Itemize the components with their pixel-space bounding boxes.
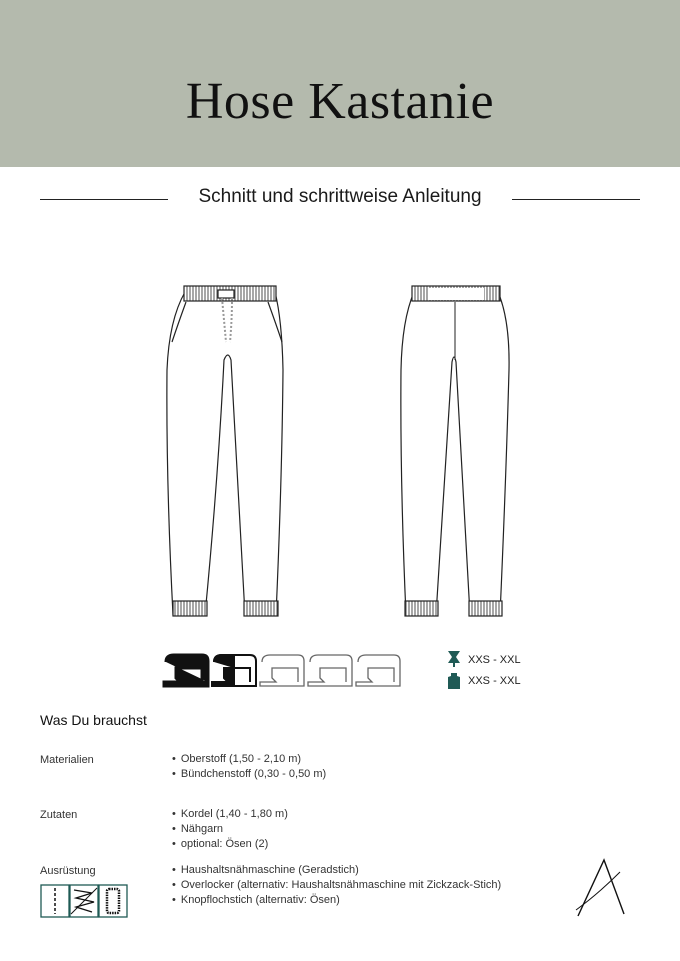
sewing-machine-icon — [164, 655, 208, 686]
page-title: Hose Kastanie — [185, 73, 495, 130]
category-label-equipment: Ausrüstung — [40, 865, 96, 877]
equipment-list — [172, 863, 501, 908]
list-item: • Haushaltsnähmaschine (Geradstich) — [172, 863, 501, 878]
dress-form-icon — [446, 650, 462, 668]
pants-front-icon — [167, 286, 283, 616]
list-item: • Bündchenstoff (0,30 - 0,50 m) — [172, 767, 326, 782]
sewing-machine-icon — [212, 655, 256, 686]
sewing-machine-icon — [308, 655, 352, 686]
straight-stitch-icon — [41, 885, 69, 917]
zigzag-stitch-icon — [70, 885, 98, 917]
needs-heading: Was Du brauchst — [40, 712, 147, 728]
difficulty-rating — [162, 652, 402, 690]
pants-illustrations — [0, 280, 680, 630]
list-item: • Oberstoff (1,50 - 2,10 m) — [172, 752, 326, 767]
list-item: • Overlocker (alternativ: Haushaltsnähmaschine mit Zickzack-Stich) — [172, 878, 501, 893]
page-subtitle: Schnitt und schrittweise Anleitung — [198, 186, 482, 207]
list-item: • Kordel (1,40 - 1,80 m) — [172, 807, 288, 822]
brand-logo — [574, 858, 630, 918]
size-range-label: XXS - XXL — [468, 654, 521, 666]
sewing-machine-icon — [260, 655, 304, 686]
category-label-notions: Zutaten — [40, 809, 78, 821]
torso-form-icon — [446, 672, 462, 690]
sewing-machine-icon — [356, 655, 400, 686]
stitch-icons — [40, 884, 130, 918]
subtitle-row — [40, 186, 640, 214]
notions-list — [172, 807, 288, 852]
list-item: • optional: Ösen (2) — [172, 837, 288, 852]
materials-list — [172, 752, 326, 782]
buttonhole-stitch-icon — [99, 885, 127, 917]
divider-right — [512, 199, 640, 200]
list-item: • Knopflochstich (alternativ: Ösen) — [172, 893, 501, 908]
pants-back-icon — [401, 286, 509, 616]
list-item: • Nähgarn — [172, 822, 288, 837]
size-range-label: XXS - XXL — [468, 675, 521, 687]
divider-left — [40, 199, 168, 200]
category-label-materials: Materialien — [40, 754, 94, 766]
